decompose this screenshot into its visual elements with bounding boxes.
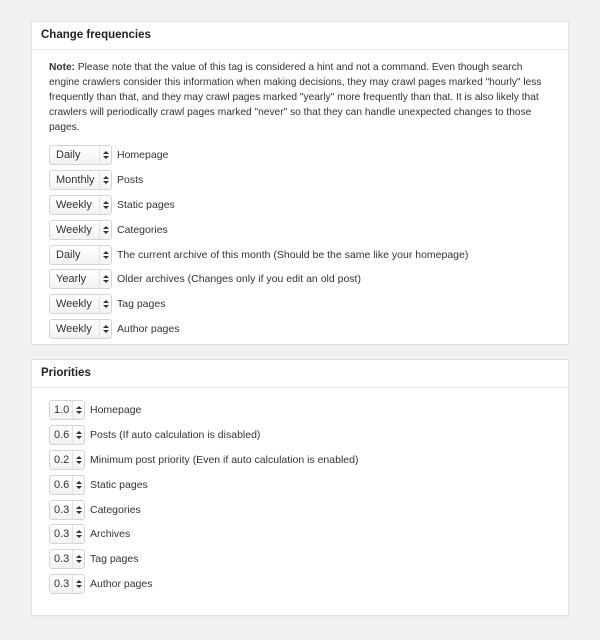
- frequency-label-posts: Posts: [117, 174, 144, 187]
- priority-row-author-pages: [49, 572, 559, 597]
- priority-row-minimum-post: [49, 448, 559, 473]
- selected-value: Weekly: [56, 223, 92, 236]
- priority-label-homepage: Homepage: [90, 404, 142, 417]
- priority-row-archives: [49, 522, 559, 547]
- priority-label-categories: Categories: [90, 503, 141, 516]
- frequency-label-categories: Categories: [117, 223, 168, 236]
- selected-value: 0.2: [54, 453, 70, 466]
- change-frequencies-title: Change frequencies: [32, 22, 568, 50]
- priority-select-posts[interactable]: [49, 425, 85, 445]
- priority-select-author-pages[interactable]: [49, 574, 85, 594]
- frequency-label-current-archive: The current archive of this month (Should be the same like your homepage): [117, 248, 469, 261]
- priority-label-tag-pages: Tag pages: [90, 553, 139, 566]
- selected-value: Yearly: [56, 273, 87, 286]
- select-arrows-icon: [72, 501, 84, 519]
- priorities-content: [32, 388, 568, 596]
- priority-select-static-pages[interactable]: [49, 475, 85, 495]
- frequency-label-tag-pages: Tag pages: [117, 298, 166, 311]
- select-arrows-icon: [99, 171, 111, 189]
- selected-value: 1.0: [54, 404, 70, 417]
- select-arrows-icon: [72, 451, 84, 469]
- priority-select-minimum-post[interactable]: [49, 450, 85, 470]
- frequency-label-homepage: Homepage: [117, 149, 169, 162]
- priority-row-tag-pages: [49, 547, 559, 572]
- select-arrows-icon: [72, 575, 84, 593]
- priority-select-categories[interactable]: [49, 500, 85, 520]
- frequency-select-current-archive[interactable]: [49, 245, 112, 265]
- frequency-row-author-pages: [49, 317, 559, 342]
- frequency-row-categories: [49, 217, 559, 242]
- selected-value: 0.3: [54, 503, 70, 516]
- frequency-row-static-pages: [49, 193, 559, 218]
- priority-select-archives[interactable]: [49, 524, 85, 544]
- frequency-label-older-archives: Older archives (Changes only if you edit an old post): [117, 273, 361, 286]
- frequency-row-homepage: [49, 143, 559, 168]
- change-frequencies-panel: [31, 21, 569, 345]
- note-text: Please note that the value of this tag is considered a hint and not a command. Even though search engine crawlers consider this information when making decisions, they may crawl pages marked "hourly" less frequently than that, and they may crawl pages marked "yearly" more frequently than that. It is also likely that crawlers will periodically crawl pages marked "never" so that they can handle unexpected changes to those pages.: [49, 62, 542, 133]
- selected-value: Daily: [56, 149, 81, 162]
- selected-value: Weekly: [56, 322, 92, 335]
- select-arrows-icon: [72, 426, 84, 444]
- selected-value: 0.3: [54, 528, 70, 541]
- priorities-title: Priorities: [32, 360, 568, 388]
- frequency-select-older-archives[interactable]: [49, 269, 112, 289]
- selected-value: Monthly: [56, 174, 95, 187]
- selected-value: 0.6: [54, 429, 70, 442]
- select-arrows-icon: [99, 196, 111, 214]
- priorities-panel: [31, 359, 569, 616]
- frequency-label-static-pages: Static pages: [117, 198, 175, 211]
- select-arrows-icon: [72, 550, 84, 568]
- selected-value: Weekly: [56, 198, 92, 211]
- select-arrows-icon: [99, 270, 111, 288]
- priority-label-author-pages: Author pages: [90, 577, 153, 590]
- select-arrows-icon: [99, 295, 111, 313]
- select-arrows-icon: [72, 525, 84, 543]
- frequency-select-author-pages[interactable]: [49, 319, 112, 339]
- select-arrows-icon: [72, 476, 84, 494]
- frequency-row-posts: [49, 168, 559, 193]
- selected-value: Daily: [56, 248, 81, 261]
- priority-label-minimum-post: Minimum post priority (Even if auto calculation is enabled): [90, 453, 359, 466]
- priority-label-posts: Posts (If auto calculation is disabled): [90, 429, 261, 442]
- select-arrows-icon: [99, 146, 111, 164]
- selected-value: Weekly: [56, 298, 92, 311]
- selected-value: 0.3: [54, 577, 70, 590]
- frequency-select-homepage[interactable]: [49, 145, 112, 165]
- selected-value: 0.3: [54, 553, 70, 566]
- select-arrows-icon: [72, 401, 84, 419]
- frequency-select-posts[interactable]: [49, 170, 112, 190]
- priority-label-archives: Archives: [90, 528, 131, 541]
- frequency-row-older-archives: [49, 267, 559, 292]
- frequency-select-tag-pages[interactable]: [49, 294, 112, 314]
- priority-row-posts: [49, 423, 559, 448]
- priority-select-homepage[interactable]: [49, 400, 85, 420]
- select-arrows-icon: [99, 221, 111, 239]
- selected-value: 0.6: [54, 478, 70, 491]
- frequency-row-current-archive: [49, 242, 559, 267]
- select-arrows-icon: [99, 246, 111, 264]
- frequency-note: [49, 60, 559, 135]
- note-label: Note:: [49, 62, 76, 73]
- priority-select-tag-pages[interactable]: [49, 549, 85, 569]
- priority-row-homepage: [49, 398, 559, 423]
- frequency-select-categories[interactable]: [49, 220, 112, 240]
- frequency-select-static-pages[interactable]: [49, 195, 112, 215]
- frequency-row-tag-pages: [49, 292, 559, 317]
- priority-row-static-pages: [49, 472, 559, 497]
- priority-row-categories: [49, 497, 559, 522]
- priority-label-static-pages: Static pages: [90, 478, 148, 491]
- select-arrows-icon: [99, 320, 111, 338]
- frequency-label-author-pages: Author pages: [117, 322, 180, 335]
- change-frequencies-content: [32, 50, 568, 341]
